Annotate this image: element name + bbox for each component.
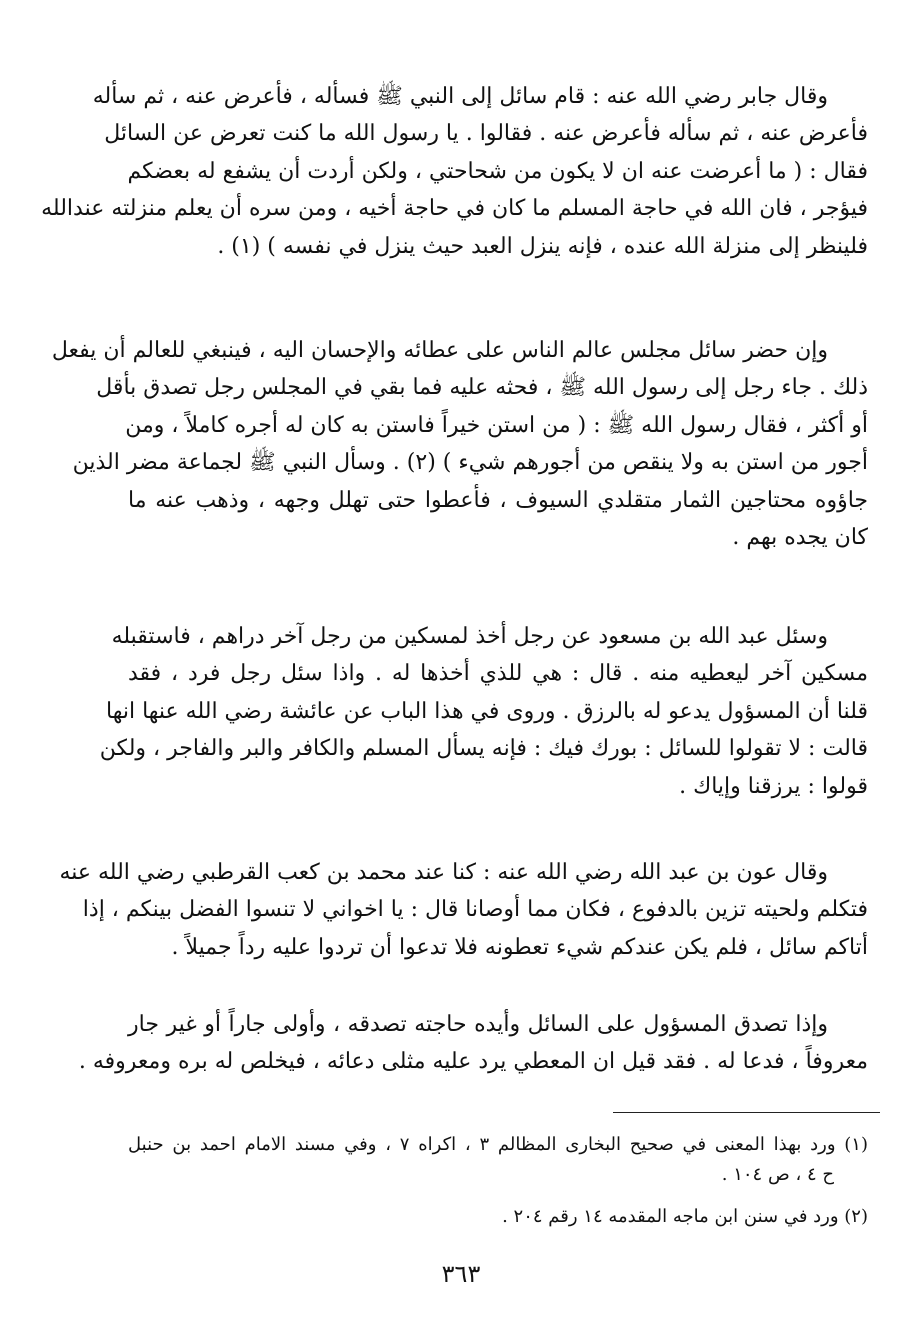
footnote-2 [128, 1202, 868, 1232]
text-line: وسئل عبد الله بن مسعود عن رجل أخذ لمسكين من رجل آخر دراهم ، فاستقبله [111, 624, 828, 649]
text-line: وإذا تصدق المسؤول على السائل وأيده حاجته تصدقه ، وأولى جاراً أو غير جار [128, 1012, 828, 1037]
text-line: فقال : ( ما أعرضت عنه ان لا يكون من شحاحتي ، ولكن أردت أن يشفع له بعضكم [127, 158, 868, 184]
paragraph-1 [41, 78, 868, 265]
footnotes [128, 1130, 868, 1232]
footnote-separator [613, 1112, 880, 1113]
text-line: قلنا أن المسؤول يدعو له بالرزق . وروى في هذا الباب عن عائشة رضي الله عنها انها [106, 698, 868, 724]
paragraph-5 [78, 1006, 868, 1081]
paragraph-2 [51, 332, 868, 556]
text-line: مسكين آخر ليعطيه منه . قال : هي للذي أخذها له . واذا سئل رجل فرد ، فقد [128, 661, 868, 687]
text-line: فلينظر إلى منزلة الله عنده ، فإنه ينزل العبد حيث ينزل في نفسه ) (١) . [217, 233, 868, 259]
paragraph-3 [99, 618, 868, 805]
text-line: وقال عون بن عبد الله رضي الله عنه : كنا عند محمد بن كعب القرطبي رضي الله عنه [59, 860, 828, 885]
text-line: قالت : لا تقولوا للسائل : بورك فيك : فإنه يسأل المسلم والكافر والبر والفاجر ، ولكن [99, 736, 868, 762]
text-line: كان يجده بهم . [732, 525, 868, 551]
text-line: وإن حضر سائل مجلس عالم الناس على عطائه والإحسان اليه ، فينبغي للعالم أن يفعل [51, 338, 828, 363]
paragraph-4 [59, 854, 868, 966]
text-line: فأعرض عنه ، ثم سأله فأعرض عنه . فقالوا . يا رسول الله ما كنت تعرض عن السائل [104, 121, 868, 147]
page-number: ٣٦٣ [441, 1260, 481, 1288]
footnote-line: (٢) ورد في سنن ابن ماجه المقدمه ١٤ رقم ٢٠٤ . [502, 1206, 868, 1227]
footnote-line: (١) ورد بهذا المعنى في صحيح البخارى المظالم ٣ ، اكراه ٧ ، وفي مسند الامام احمد بن حنبل [128, 1134, 868, 1155]
text-line: أو أكثر ، فقال رسول الله ﷺ : ( من استن خيراً فاستن به كان له أجره كاملاً ، ومن [125, 412, 868, 438]
text-line: جاؤوه محتاجين الثمار متقلدي السيوف ، فأعطوا حتى تهلل وجهه ، وذهب عنه ما [128, 487, 868, 513]
text-line: أتاكم سائل ، فلم يكن عندكم شيء تعطونه فلا تدعوا أن تردوا عليه رداً جميلاً . [171, 934, 868, 960]
footnote-line: ح ٤ ، ص ١٠٤ . [721, 1164, 834, 1185]
footnote-1 [128, 1130, 868, 1190]
text-line: وقال جابر رضي الله عنه : قام سائل إلى النبي ﷺ فسأله ، فأعرض عنه ، ثم سأله [92, 84, 828, 109]
text-line: أجور من استن به ولا ينقص من أجورهم شيء ) (٢) . وسأل النبي ﷺ لجماعة مضر الذين [72, 450, 868, 476]
text-line: معروفاً ، فدعا له . فقد قيل ان المعطي يرد عليه مثلى دعائه ، فيخلص له بره ومعروفه . [78, 1049, 868, 1075]
text-line: ذلك . جاء رجل إلى رسول الله ﷺ ، فحثه عليه فما بقي في المجلس رجل تصدق بأقل [96, 375, 868, 401]
text-line: قولوا : يرزقنا وإياك . [679, 773, 868, 799]
text-line: فيؤجر ، فان الله في حاجة المسلم ما كان في حاجة أخيه ، ومن سره أن يعلم منزلته عندالله [41, 196, 868, 222]
text-line: فتكلم ولحيته تزين بالدفوع ، فكان مما أوصانا قال : يا اخواني لا تنسوا الفضل بينكم ، إذا [82, 897, 868, 923]
